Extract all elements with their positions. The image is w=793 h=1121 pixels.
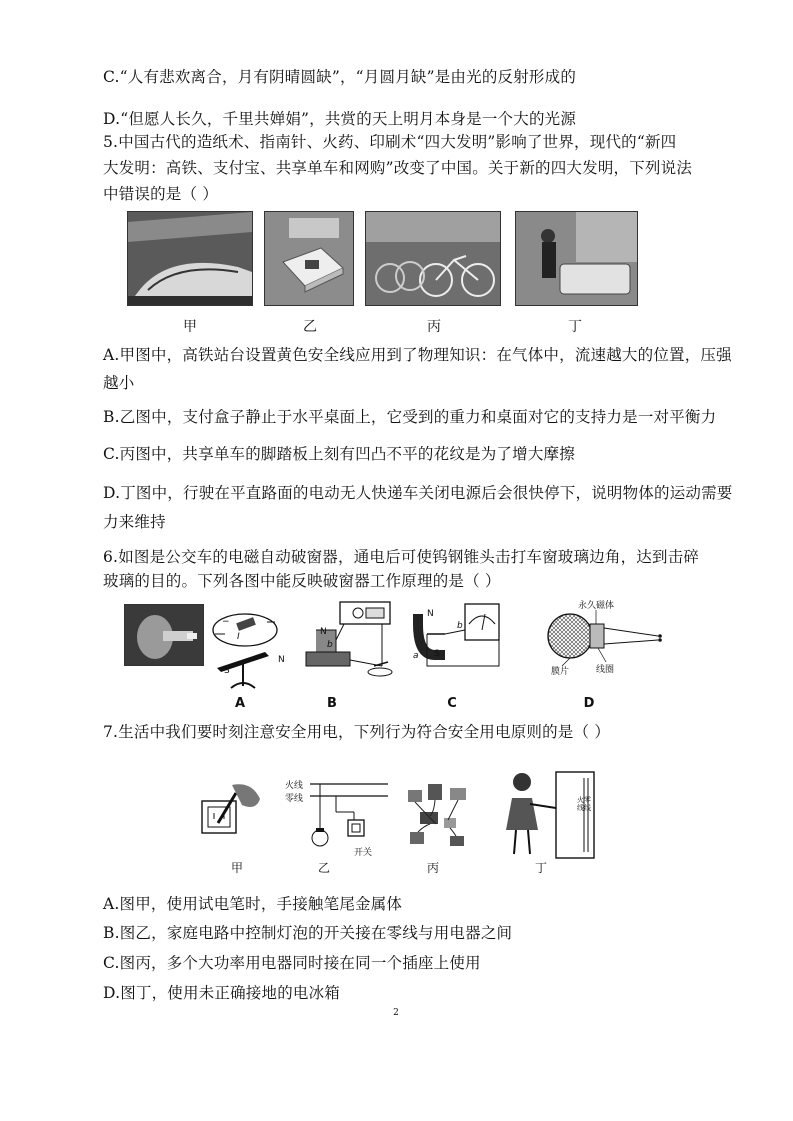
diagram-a-label-i: I (237, 632, 240, 642)
diagram-a-label-s: S (224, 666, 230, 676)
q5-caption-jia: 甲 (183, 319, 197, 335)
diagram-d-label-magnet: 永久磁体 (578, 601, 615, 611)
diagram-c-label-a: a (413, 651, 419, 661)
q5-caption-ding: 丁 (568, 319, 582, 335)
q7-figure-bing-overload (400, 782, 480, 852)
q5-stem-line-3: 中错误的是（ ） (103, 185, 219, 203)
shared-bikes-photo (365, 211, 501, 306)
q5-option-d-line-1: D.丁图中，行驶在平直路面的电动无人快递车关闭电源后会很快停下，说明物体的运动需要 (103, 484, 733, 502)
diagram-c-label-n: N (427, 609, 434, 619)
q7-label-neutral: 零线 (285, 794, 304, 804)
q7-caption-jia: 甲 (230, 861, 243, 875)
high-speed-rail-photo (127, 211, 253, 306)
q5-option-d-line-2: 力来维持 (103, 513, 166, 531)
q7-label-fridge-wires: 火零 线线 (577, 796, 591, 812)
q6-caption-c: C (447, 696, 457, 711)
q7-figure-jia-test-pen (196, 779, 268, 839)
diagram-c-label-b: b (457, 621, 463, 631)
diagram-a-label-minus: − (222, 617, 230, 627)
q6-stem-line-1: 6.如图是公交车的电磁自动破窗器，通电后可使钨钢锥头击打车窗玻璃边角，达到击碎 (103, 548, 700, 566)
q7-label-switch: 开关 (354, 848, 373, 858)
q5-option-a-line-1: A.甲图中，高铁站台设置黄色安全线应用到了物理知识：在气体中，流速越大的位置，压强 (103, 346, 732, 364)
diagram-c-generator-galvanometer (405, 600, 505, 672)
q7-option-a: A.图甲，使用试电笔时，手接触笔尾金属体 (103, 895, 403, 913)
diagram-c-label-s: S (434, 649, 440, 659)
q5-stem-line-2: 大发明：高铁、支付宝、共享单车和网购”改变了中国。关于新的四大发明，下列说法 (103, 159, 693, 177)
q5-option-b: B.乙图中，支付盒子静止于水平桌面上，它受到的重力和桌面对它的支持力是一对平衡力 (103, 408, 717, 426)
q4-option-d: D.“但愿人长久，千里共婵娟”，共赏的天上明月本身是一个大的光源 (103, 110, 577, 128)
q7-stem: 7.生活中我们要时刻注意安全用电，下列行为符合安全用电原则的是（ ） (103, 723, 611, 741)
diagram-a-compass-wire (205, 606, 295, 690)
q6-caption-a: A (234, 696, 246, 711)
q5-option-c: C.丙图中，共享单车的脚踏板上刻有凹凸不平的花纹是为了增大摩擦 (103, 445, 575, 463)
q5-stem-line-1: 5.中国古代的造纸术、指南针、火药、印刷术“四大发明”影响了世界，现代的“新四 (103, 133, 677, 151)
q5-caption-yi: 乙 (303, 319, 317, 335)
q7-caption-yi: 乙 (317, 861, 330, 875)
q6-caption-b: B (327, 696, 337, 711)
q6-stem-line-2: 玻璃的目的。下列各图中能反映破窗器工作原理的是（ ） (103, 572, 501, 590)
q7-option-c: C.图丙，多个大功率用电器同时接在同一个插座上使用 (103, 954, 481, 972)
q7-label-live: 火线 (285, 781, 304, 791)
q7-caption-ding: 丁 (534, 861, 547, 875)
q5-caption-bing: 丙 (427, 319, 441, 335)
diagram-b-motor-circuit (296, 600, 398, 684)
q7-option-b: B.图乙，家庭电路中控制灯泡的开关接在零线与用电器之间 (103, 924, 513, 942)
q4-option-c: C.“人有悲欢离合，月有阴晴圆缺”，“月圆月缺”是由光的反射形成的 (103, 68, 577, 86)
diagram-a-label-n: N (278, 655, 285, 665)
diagram-b-label-b: b (327, 640, 333, 650)
window-breaker-photo (124, 604, 204, 666)
q7-figure-ding-fridge (496, 768, 606, 860)
diagram-b-label-n: N (320, 627, 327, 637)
q7-option-d: D.图丁，使用未正确接地的电冰箱 (103, 984, 341, 1002)
page-number: 2 (393, 1008, 399, 1018)
diagram-d-label-coil: 线圈 (596, 665, 615, 675)
q6-caption-d: D (583, 696, 595, 711)
alipay-box-photo (264, 211, 354, 306)
q5-option-a-line-2: 越小 (103, 374, 135, 392)
q7-caption-bing: 丙 (426, 861, 439, 875)
delivery-robot-photo (515, 211, 638, 306)
diagram-d-label-membrane: 膜片 (551, 667, 570, 677)
